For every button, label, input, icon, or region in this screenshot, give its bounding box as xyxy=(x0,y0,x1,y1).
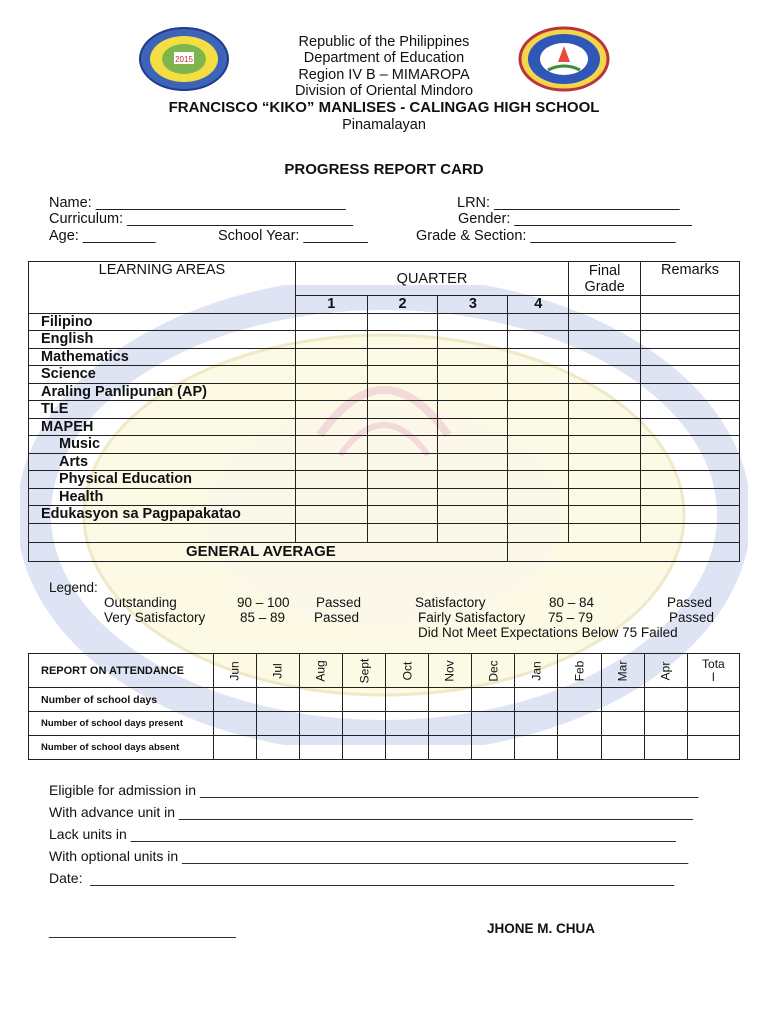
general-average-value[interactable] xyxy=(508,542,740,561)
final-grade-header xyxy=(569,262,641,296)
attendance-cell[interactable] xyxy=(385,712,428,736)
attendance-cell[interactable] xyxy=(558,688,601,712)
blank-cell xyxy=(438,523,508,542)
attendance-cell[interactable] xyxy=(256,688,299,712)
grade-row xyxy=(29,506,740,524)
quarter-grade-cell[interactable] xyxy=(367,453,438,471)
subject-label: Health xyxy=(29,488,296,506)
remarks-header: Remarks xyxy=(641,262,740,296)
legend-very-satisfactory: Very Satisfactory xyxy=(104,610,206,625)
quarter-grade-cell[interactable] xyxy=(438,436,508,454)
attendance-cell[interactable] xyxy=(429,712,472,736)
final-grade-cell[interactable] xyxy=(569,453,641,471)
grade-row xyxy=(29,348,740,366)
quarter-grade-cell[interactable] xyxy=(438,401,508,419)
legend-did-not-meet: Did Not Meet Expectations Below 75 Failed xyxy=(418,625,678,640)
quarter-grade-cell[interactable] xyxy=(438,418,508,436)
attendance-cell[interactable] xyxy=(515,736,558,760)
month-label: Dec xyxy=(486,659,501,682)
remarks-cell[interactable] xyxy=(641,453,740,471)
quarter-grade-cell[interactable] xyxy=(508,383,569,401)
school-name: FRANCISCO “KIKO” MANLISES - CALINGAG HIGH SCHOOL xyxy=(168,99,600,116)
month-header xyxy=(385,654,428,688)
subject-label: Edukasyon sa Pagpapakatao xyxy=(29,506,296,524)
report-title: PROGRESS REPORT CARD xyxy=(284,161,484,178)
quarter-grade-cell[interactable] xyxy=(367,313,438,331)
quarter-grade-cell[interactable] xyxy=(438,331,508,349)
attendance-cell[interactable] xyxy=(213,688,256,712)
remarks-cell[interactable] xyxy=(641,366,740,384)
attendance-cell[interactable] xyxy=(299,688,342,712)
quarter-grade-cell[interactable] xyxy=(295,383,367,401)
quarter-grade-cell[interactable] xyxy=(295,401,367,419)
quarter-3-header: 3 xyxy=(438,296,508,314)
total-label-1: Tota xyxy=(702,656,725,671)
month-label: Mar xyxy=(615,660,630,681)
grade-row xyxy=(29,401,740,419)
header-republic: Republic of the Philippines xyxy=(298,34,470,50)
attendance-cell[interactable] xyxy=(601,688,644,712)
legend-outstanding-range: 90 – 100 xyxy=(237,595,290,610)
attendance-row-label: Number of school days present xyxy=(29,712,214,736)
optional-units-line[interactable]: With optional units in _________________________________________________________________ xyxy=(49,848,689,864)
attendance-cell[interactable] xyxy=(644,736,687,760)
quarter-grade-cell[interactable] xyxy=(295,436,367,454)
grade-row xyxy=(29,366,740,384)
month-label: Jan xyxy=(529,660,544,681)
quarter-grade-cell[interactable] xyxy=(508,488,569,506)
legend-fairly-satisfactory-remark: Passed xyxy=(669,610,715,625)
final-grade-cell[interactable] xyxy=(569,418,641,436)
blank-cell xyxy=(367,523,438,542)
final-grade-cell[interactable] xyxy=(569,488,641,506)
month-header xyxy=(429,654,472,688)
month-label: Apr xyxy=(658,661,673,680)
header-department: Department of Education xyxy=(303,50,465,66)
blank-cell xyxy=(569,523,641,542)
final-grade-cell[interactable] xyxy=(569,383,641,401)
month-header xyxy=(299,654,342,688)
grade-row xyxy=(29,331,740,349)
month-label: Aug xyxy=(313,659,328,682)
remarks-cell[interactable] xyxy=(641,506,740,524)
quarter-grade-cell[interactable] xyxy=(508,331,569,349)
attendance-cell[interactable] xyxy=(687,712,739,736)
attendance-cell[interactable] xyxy=(472,688,515,712)
subject-label: Science xyxy=(29,366,296,384)
quarter-4-header: 4 xyxy=(508,296,569,314)
quarter-grade-cell[interactable] xyxy=(367,348,438,366)
remarks-cell[interactable] xyxy=(641,296,740,314)
quarter-2-header: 2 xyxy=(367,296,438,314)
attendance-cell[interactable] xyxy=(342,712,385,736)
legend-satisfactory-range: 80 – 84 xyxy=(549,595,595,610)
attendance-cell[interactable] xyxy=(558,736,601,760)
quarter-grade-cell[interactable] xyxy=(295,313,367,331)
month-header xyxy=(213,654,256,688)
name-field[interactable]: Name: _______________________________ xyxy=(49,195,346,211)
gender-field[interactable]: Gender: ______________________ xyxy=(458,211,692,227)
grade-row xyxy=(29,383,740,401)
legend-fairly-satisfactory: Fairly Satisfactory xyxy=(418,610,526,625)
quarter-grade-cell[interactable] xyxy=(367,366,438,384)
attendance-cell[interactable] xyxy=(558,712,601,736)
grade-row xyxy=(29,436,740,454)
blank-cell xyxy=(29,523,296,542)
attendance-cell[interactable] xyxy=(472,712,515,736)
attendance-cell[interactable] xyxy=(256,712,299,736)
quarter-grade-cell[interactable] xyxy=(367,418,438,436)
attendance-cell[interactable] xyxy=(385,688,428,712)
remarks-cell[interactable] xyxy=(641,401,740,419)
attendance-cell[interactable] xyxy=(687,688,739,712)
attendance-row xyxy=(29,736,740,760)
final-grade-line1: Final xyxy=(588,262,621,279)
month-header xyxy=(472,654,515,688)
month-label: Jun xyxy=(227,660,242,681)
quarter-grade-cell[interactable] xyxy=(508,313,569,331)
blank-cell xyxy=(295,523,367,542)
subject-label: Physical Education xyxy=(29,471,296,489)
legend-outstanding: Outstanding xyxy=(104,595,177,610)
header-division: Division of Oriental Mindoro xyxy=(294,83,474,99)
quarter-grade-cell[interactable] xyxy=(295,348,367,366)
attendance-cell[interactable] xyxy=(601,712,644,736)
legend-satisfactory: Satisfactory xyxy=(415,595,486,610)
month-header xyxy=(256,654,299,688)
attendance-cell[interactable] xyxy=(515,688,558,712)
attendance-cell[interactable] xyxy=(644,712,687,736)
subject-label: Music xyxy=(29,436,296,454)
final-grade-cell[interactable] xyxy=(569,296,641,314)
attendance-title: REPORT ON ATTENDANCE xyxy=(29,654,214,688)
attendance-row-label: Number of school days xyxy=(29,688,214,712)
quarter-grade-cell[interactable] xyxy=(438,471,508,489)
quarter-grade-cell[interactable] xyxy=(367,331,438,349)
attendance-cell[interactable] xyxy=(342,688,385,712)
subject-label: Araling Panlipunan (AP) xyxy=(29,383,296,401)
subject-label: Mathematics xyxy=(29,348,296,366)
final-grade-cell[interactable] xyxy=(569,436,641,454)
quarter-1-header: 1 xyxy=(295,296,367,314)
attendance-row xyxy=(29,688,740,712)
quarter-grade-cell[interactable] xyxy=(367,506,438,524)
remarks-cell[interactable] xyxy=(641,383,740,401)
quarter-grade-cell[interactable] xyxy=(508,471,569,489)
attendance-cell[interactable] xyxy=(687,736,739,760)
attendance-cell[interactable] xyxy=(472,736,515,760)
grades-table xyxy=(28,261,740,562)
quarter-grade-cell[interactable] xyxy=(367,401,438,419)
legend-outstanding-remark: Passed xyxy=(316,595,362,610)
general-average-label: GENERAL AVERAGE xyxy=(29,542,508,561)
final-grade-cell[interactable] xyxy=(569,313,641,331)
month-label: Feb xyxy=(572,660,587,681)
grade-section-field[interactable]: Grade & Section: __________________ xyxy=(416,228,676,244)
final-grade-cell[interactable] xyxy=(569,348,641,366)
quarter-grade-cell[interactable] xyxy=(367,471,438,489)
month-header xyxy=(601,654,644,688)
quarter-grade-cell[interactable] xyxy=(508,506,569,524)
final-grade-cell[interactable] xyxy=(569,506,641,524)
attendance-cell[interactable] xyxy=(385,736,428,760)
quarter-grade-cell[interactable] xyxy=(508,401,569,419)
blank-cell xyxy=(508,523,569,542)
remarks-cell[interactable] xyxy=(641,418,740,436)
school-year-field[interactable]: School Year: ________ xyxy=(218,228,368,244)
legend-title: Legend: xyxy=(49,580,98,595)
attendance-row xyxy=(29,712,740,736)
quarter-grade-cell[interactable] xyxy=(438,488,508,506)
attendance-cell[interactable] xyxy=(601,736,644,760)
month-label: Jul xyxy=(270,662,285,679)
quarter-grade-cell[interactable] xyxy=(508,436,569,454)
remarks-cell[interactable] xyxy=(641,471,740,489)
grade-row xyxy=(29,488,740,506)
general-average-row xyxy=(29,542,740,561)
subject-label: TLE xyxy=(29,401,296,419)
quarter-grade-cell[interactable] xyxy=(438,506,508,524)
quarter-grade-cell[interactable] xyxy=(295,488,367,506)
quarter-grade-cell[interactable] xyxy=(438,383,508,401)
blank-cell xyxy=(641,523,740,542)
school-town: Pinamalayan xyxy=(342,117,426,133)
attendance-cell[interactable] xyxy=(299,712,342,736)
month-header xyxy=(558,654,601,688)
subject-label: Arts xyxy=(29,453,296,471)
remarks-cell[interactable] xyxy=(641,488,740,506)
attendance-cell[interactable] xyxy=(515,712,558,736)
quarter-grade-cell[interactable] xyxy=(438,348,508,366)
attendance-cell[interactable] xyxy=(342,736,385,760)
remarks-cell[interactable] xyxy=(641,348,740,366)
svg-text:2015: 2015 xyxy=(175,55,193,64)
signatory-name: JHONE M. CHUA xyxy=(487,921,596,936)
blank-row xyxy=(29,523,740,542)
date-line[interactable]: Date: ___________________________________________________________________________ xyxy=(49,870,675,886)
attendance-row-label: Number of school days absent xyxy=(29,736,214,760)
signature-line[interactable]: ________________________ xyxy=(49,922,236,938)
legend-very-satisfactory-remark: Passed xyxy=(314,610,360,625)
month-header xyxy=(515,654,558,688)
subject-label: MAPEH xyxy=(29,418,296,436)
quarter-grade-cell[interactable] xyxy=(295,453,367,471)
quarter-grade-cell[interactable] xyxy=(367,383,438,401)
month-label: Nov xyxy=(443,659,458,682)
legend-fairly-satisfactory-range: 75 – 79 xyxy=(548,610,594,625)
quarter-grade-cell[interactable] xyxy=(295,471,367,489)
quarter-grade-cell[interactable] xyxy=(508,418,569,436)
quarter-grade-cell[interactable] xyxy=(438,313,508,331)
final-grade-line2: Grade xyxy=(584,278,625,295)
month-header xyxy=(644,654,687,688)
lrn-field[interactable]: LRN: _______________________ xyxy=(457,195,680,211)
advance-unit-line[interactable]: With advance unit in __________________________________________________________________ xyxy=(49,804,693,820)
legend-satisfactory-remark: Passed xyxy=(667,595,713,610)
grade-row xyxy=(29,471,740,489)
attendance-cell[interactable] xyxy=(299,736,342,760)
month-label: Sept xyxy=(356,658,371,683)
quarter-grade-cell[interactable] xyxy=(295,331,367,349)
grade-row xyxy=(29,418,740,436)
grade-row xyxy=(29,313,740,331)
grade-row xyxy=(29,453,740,471)
learning-areas-header: LEARNING AREAS xyxy=(29,262,296,314)
remarks-cell[interactable] xyxy=(641,331,740,349)
quarter-grade-cell[interactable] xyxy=(367,488,438,506)
month-label: Oct xyxy=(400,661,415,680)
legend-very-satisfactory-range: 85 – 89 xyxy=(240,610,286,625)
final-grade-cell[interactable] xyxy=(569,471,641,489)
quarter-grade-cell[interactable] xyxy=(438,453,508,471)
curriculum-field[interactable]: Curriculum: ____________________________ xyxy=(49,211,353,227)
final-grade-cell[interactable] xyxy=(569,331,641,349)
lack-units-line[interactable]: Lack units in ______________________________________________________________________ xyxy=(49,826,676,842)
remarks-cell[interactable] xyxy=(641,313,740,331)
attendance-cell[interactable] xyxy=(429,688,472,712)
quarter-grade-cell[interactable] xyxy=(295,418,367,436)
attendance-cell[interactable] xyxy=(256,736,299,760)
final-grade-cell[interactable] xyxy=(569,366,641,384)
month-header xyxy=(342,654,385,688)
quarter-header: QUARTER xyxy=(295,262,568,296)
header-region: Region IV B – MIMAROPA xyxy=(298,67,470,83)
quarter-grade-cell[interactable] xyxy=(295,506,367,524)
attendance-cell[interactable] xyxy=(213,736,256,760)
attendance-table xyxy=(28,653,740,760)
attendance-cell[interactable] xyxy=(429,736,472,760)
quarter-grade-cell[interactable] xyxy=(508,348,569,366)
quarter-grade-cell[interactable] xyxy=(508,366,569,384)
quarter-grade-cell[interactable] xyxy=(295,366,367,384)
age-field[interactable]: Age: _________ xyxy=(49,228,156,244)
quarter-grade-cell[interactable] xyxy=(508,453,569,471)
eligible-admission-line[interactable]: Eligible for admission in ________________________________________________________________ xyxy=(49,782,699,798)
quarter-grade-cell[interactable] xyxy=(438,366,508,384)
remarks-cell[interactable] xyxy=(641,436,740,454)
subject-label: Filipino xyxy=(29,313,296,331)
quarter-grade-cell[interactable] xyxy=(367,436,438,454)
subject-label: English xyxy=(29,331,296,349)
total-label-2: l xyxy=(712,669,715,684)
attendance-cell[interactable] xyxy=(644,688,687,712)
final-grade-cell[interactable] xyxy=(569,401,641,419)
attendance-cell[interactable] xyxy=(213,712,256,736)
total-header xyxy=(687,654,739,688)
